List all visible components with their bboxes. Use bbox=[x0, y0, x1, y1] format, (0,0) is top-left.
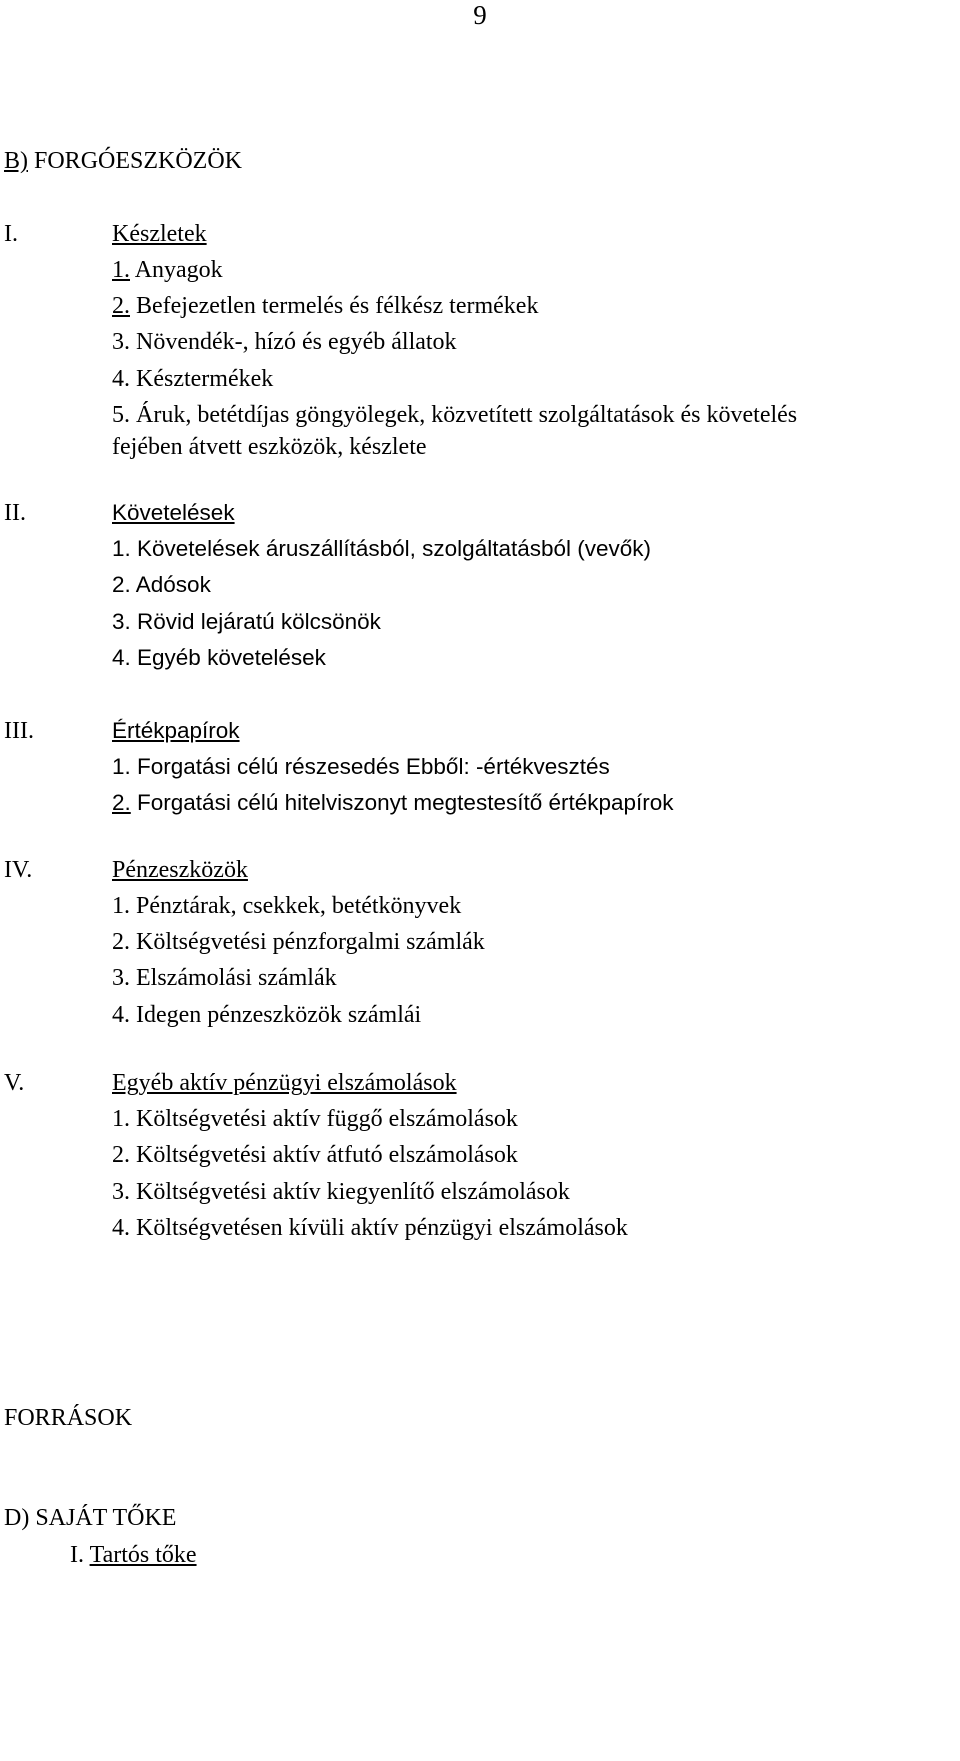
list-item: 5. Áruk, betétdíjas göngyölegek, közvetített szolgáltatások és követelés bbox=[112, 402, 798, 428]
list-item: 4. Költségvetésen kívüli aktív pénzügyi elszámolások bbox=[112, 1215, 628, 1241]
list-item: 3. Költségvetési aktív kiegyenlítő elszámolások bbox=[112, 1179, 570, 1205]
list-item-continuation: fejében átvett eszközök, készlete bbox=[112, 434, 427, 460]
list-item: 1. Forgatási célú részesedés Ebből: -értékvesztés bbox=[112, 754, 610, 779]
list-item: 3. Rövid lejáratú kölcsönök bbox=[112, 609, 381, 634]
list-item: 4. Idegen pénzeszközök számlái bbox=[112, 1002, 422, 1028]
list-item: 2. Befejezetlen termelés és félkész termékek bbox=[112, 293, 539, 319]
list-item: 2. Adósok bbox=[112, 572, 211, 597]
page-number: 9 bbox=[473, 0, 487, 30]
section-d-subheading: I. Tartós tőke bbox=[70, 1542, 197, 1568]
list-item: 1. Pénztárak, csekkek, betétkönyvek bbox=[112, 893, 462, 919]
list-item: 1. Költségvetési aktív függő elszámolások bbox=[112, 1106, 518, 1132]
group-5-numeral: V. bbox=[4, 1070, 25, 1096]
group-2-title: Követelések bbox=[112, 500, 235, 525]
group-5-title: Egyéb aktív pénzügyi elszámolások bbox=[112, 1070, 457, 1096]
list-item: 1. Követelések áruszállításból, szolgáltatásból (vevők) bbox=[112, 536, 652, 561]
group-3-title: Értékpapírok bbox=[112, 718, 240, 743]
section-b-prefix: B) bbox=[4, 148, 28, 174]
list-item: 3. Elszámolási számlák bbox=[112, 965, 337, 991]
forrasok-heading: FORRÁSOK bbox=[4, 1405, 133, 1431]
section-b-title: FORGÓESZKÖZÖK bbox=[34, 148, 243, 174]
list-item: 1. Anyagok bbox=[112, 257, 223, 283]
group-1-numeral: I. bbox=[4, 221, 18, 247]
group-4-title: Pénzeszközök bbox=[112, 857, 248, 883]
list-item: 3. Növendék-, hízó és egyéb állatok bbox=[112, 329, 457, 355]
group-3-numeral: III. bbox=[4, 718, 34, 744]
section-b-heading bbox=[4, 146, 242, 176]
group-1-title: Készletek bbox=[112, 221, 207, 247]
group-4-numeral: IV. bbox=[4, 857, 33, 883]
list-item: 2. Forgatási célú hitelviszonyt megtestesítő értékpapírok bbox=[112, 790, 674, 815]
list-item: 2. Költségvetési pénzforgalmi számlák bbox=[112, 929, 485, 955]
list-item: 4. Egyéb követelések bbox=[112, 645, 326, 670]
group-2-numeral: II. bbox=[4, 500, 26, 526]
list-item: 4. Késztermékek bbox=[112, 366, 274, 392]
section-d-heading: D) SAJÁT TŐKE bbox=[4, 1505, 177, 1531]
list-item: 2. Költségvetési aktív átfutó elszámolások bbox=[112, 1142, 518, 1168]
